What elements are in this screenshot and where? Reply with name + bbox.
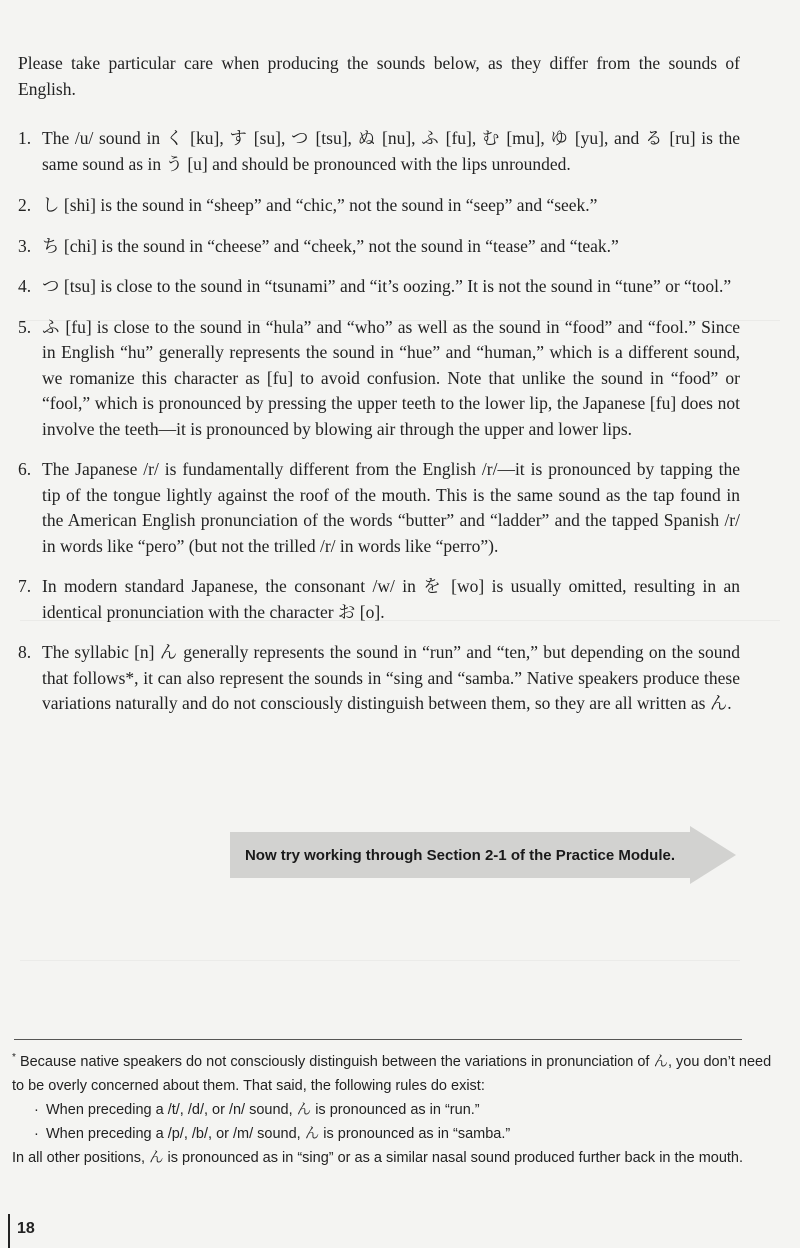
list-item [18,457,740,559]
list-item [18,315,740,443]
bullet-icon: · [34,1102,39,1118]
footnote-marker: * [12,1052,16,1064]
intro-paragraph: Please take particular care when producing the sounds below, as they differ from the sounds of English. [18,53,740,99]
item-number: 5. [18,316,32,337]
list-item [18,234,740,260]
footnote-divider [14,1039,742,1040]
item-number: 3. [18,235,32,256]
footnote-rule [12,1122,772,1146]
item-text: つ [tsu] is close to the sound in “tsunami” and “it’s oozing.” It is not the sound in “tune” or “tool.” [42,276,732,296]
list-item [18,126,740,177]
item-text: The syllabic [n] ん generally represents the sound in “run” and “ten,” but depending on the sound that follows*, it can also represent the sounds in “sing and “samba.” Native speakers produce these variations naturally and do not consciously distinguish between them, so they are all written as ん. [42,642,740,713]
practice-callout [230,832,740,878]
item-text: し [shi] is the sound in “sheep” and “chic,” not the sound in “seep” and “seek.” [42,195,598,215]
footnote-rule [12,1098,772,1122]
list-item [18,193,740,219]
callout-text: Now try working through Section 2-1 of the Practice Module. [244,846,676,864]
arrow-right-icon [690,826,736,884]
footnote-rule-text: When preceding a /p/, /b/, or /m/ sound, ん is pronounced as in “samba.” [46,1126,511,1142]
list-item [18,640,740,717]
footnote-line2: In all other positions, ん is pronounced as in “sing” or as a similar nasal sound produced further back in the mouth. [12,1150,744,1166]
list-item [18,574,740,625]
page-number: 18 [17,1220,35,1237]
footnote [12,1050,772,1170]
list-item [18,274,740,300]
item-text: ち [chi] is the sound in “cheese” and “cheek,” not the sound in “tease” and “teak.” [42,235,619,256]
item-text: The /u/ sound in く [ku], す [su], つ [tsu], ぬ [nu], ふ [fu], む [mu], ゆ [yu], and る [ru] is the same sound as in う [u] and should be pronounced with the lips unrounded. [42,128,740,174]
footnote-line1: Because native speakers do not consciously distinguish between the variations in pronunciation of ん, you don’t need to be overly concerned about them. That said, the following rules do exist: [12,1054,772,1094]
item-number: 2. [18,195,32,215]
item-number: 4. [18,276,32,296]
page-number-bar [8,1214,10,1248]
item-text: In modern standard Japanese, the consonant /w/ in を [wo] is usually omitted, resulting in an identical pronunciation with the character お [o]. [42,576,740,622]
item-number: 1. [18,128,32,148]
item-number: 7. [18,576,32,596]
footnote-intro [12,1050,772,1098]
bullet-icon: · [34,1126,39,1142]
footnote-rule-text: When preceding a /t/, /d/, or /n/ sound, ん is pronounced as in “run.” [46,1102,480,1118]
pronunciation-list [18,126,740,717]
item-text: ふ [fu] is close to the sound in “hula” and “who” as well as the sound in “food” and “fool.” Since in English “hu” generally represents the sound in “hue” and “human,” which is a different sound, we romanize this character as [fu] to avoid confusion. Note that unlike the sound in “food” or “fool,” which is pronounced by pressing the upper teeth to the lower lip, the Japanese [fu] does not involve the teeth—it is pronounced by blowing air through the upper and lower lips. [42,316,740,439]
item-text: The Japanese /r/ is fundamentally different from the English /r/—it is pronounced by tapping the tip of the tongue lightly against the roof of the mouth. This is the same sound as the tap found in the American English pronunciation of the words “butter” and “ladder” and the tapped Spanish /r/ in words like “pero” (but not the trilled /r/ in words like “perro”). [42,459,740,556]
item-number: 8. [18,642,32,662]
item-number: 6. [18,459,32,479]
